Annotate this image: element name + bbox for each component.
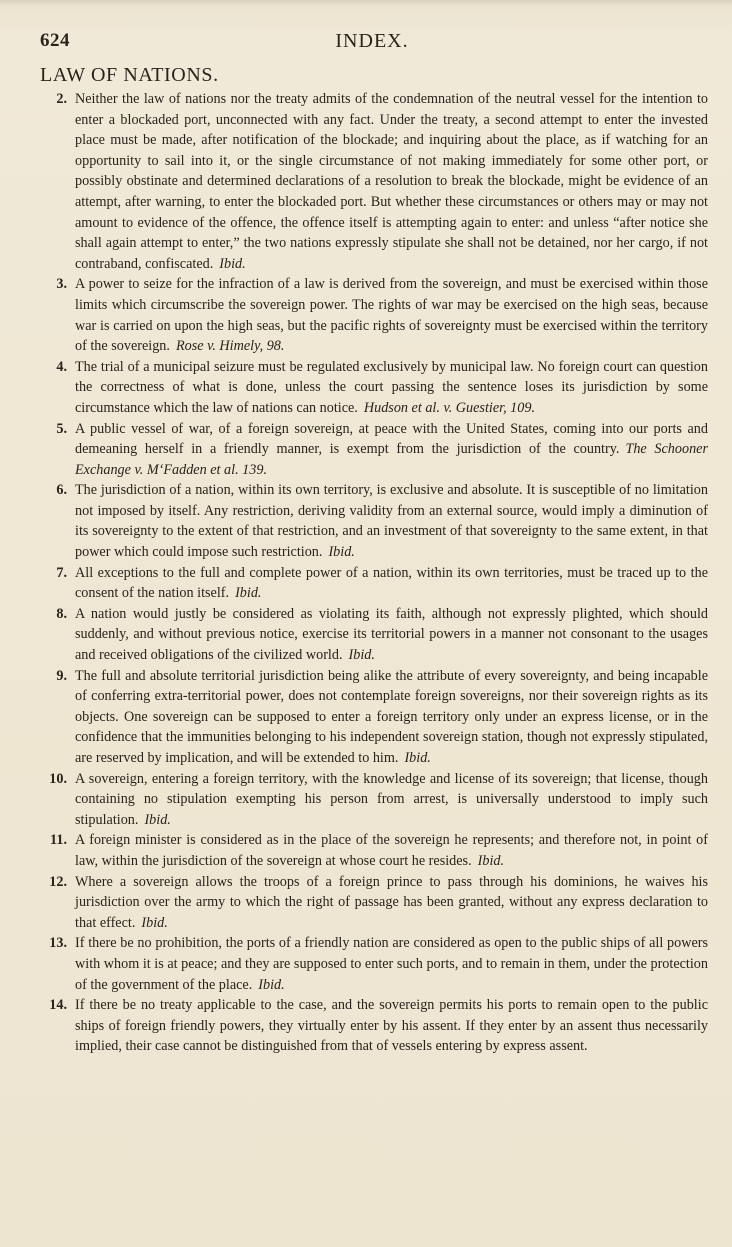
- entry-number: 7.: [56, 564, 67, 581]
- index-entry: [30, 274, 708, 356]
- entry-citation: Ibid.: [258, 976, 285, 993]
- index-entry: [30, 604, 708, 666]
- entry-text: A power to seize for the infraction of a law is derived from the sovereign, and must be exercised within those limits which circumscribe the sovereign power. The rights of war may be exercised on the high seas, because war is carried on upon the high seas, but the pacific rights of sovereignty must be exercised within the territory of the sovereign.: [75, 276, 708, 355]
- entry-text: The trial of a municipal seizure must be regulated exclusively by municipal law. No foreign court can question the correctness of what is done, unless the court passing the sentence loses its jurisdiction by some circumstance which the law of nations can notice.: [75, 358, 708, 416]
- entry-number: 13.: [49, 935, 67, 952]
- entry-text: If there be no treaty applicable to the case, and the sovereign permits his ports to remain open to the public ships of foreign friendly powers, they virtually enter by his assent. If they enter by an assent thus necessarily implied, their case cannot be distinguished from that of vessels entering by express assent.: [75, 997, 708, 1055]
- index-entry: [30, 563, 708, 604]
- entry-citation: Ibid.: [235, 585, 262, 602]
- entry-text: The jurisdiction of a nation, within its own territory, is exclusive and absolute. It is susceptible of no limitation not imposed by itself. Any restriction, deriving validity from an external source, would imply a diminution of its sovereignty to the extent of that restriction, and an investment of that sovereignty to the same extent, in that power which could impose such restriction.: [75, 482, 708, 561]
- index-entry: [30, 995, 708, 1057]
- entry-number: 11.: [50, 832, 67, 849]
- index-entry: [30, 933, 708, 995]
- entry-citation: Ibid.: [219, 255, 246, 272]
- entry-text: Neither the law of nations nor the treaty admits of the condemnation of the neutral vessel for the intention to enter a blockaded port, unconnected with any fact. Under the treaty, a second attempt to enter the invested place must be made, after notification of the blockade; and inquiring about the place, as if watching for an opportunity to sail into it, or the single circumstance of not making immediately for some other port, or possibly obstinate and determined declarations of a resolution to break the blockade, might be evidence of an attempt, after warning, to enter the blockaded port. But whether these circumstances or others may or may not amount to evidence of the offence, the offence itself is attempting again to enter: and unless “after notice she shall again attempt to enter,” the two nations expressly stipulate she shall not be detained, nor her cargo, if not contraband, confiscated.: [75, 91, 708, 272]
- index-entry: [30, 830, 708, 871]
- entry-text: A sovereign, entering a foreign territory, with the knowledge and license of its sovereign; that license, though containing no stipulation exempting his person from arrest, is universally understood to imply such stipulation.: [75, 770, 708, 828]
- index-entry: [30, 769, 708, 831]
- index-entry: [30, 419, 708, 481]
- index-entry: [30, 666, 708, 769]
- entry-citation: Rose v. Himely, 98.: [175, 338, 285, 355]
- page-number: 624: [40, 30, 70, 51]
- index-entry: [30, 872, 708, 934]
- entry-number: 3.: [56, 276, 67, 293]
- index-entry: [30, 480, 708, 562]
- entry-text: Where a sovereign allows the troops of a foreign prince to pass through his dominions, he waives his jurisdiction over the army to which the right of passage has been granted, without any express declaration to that effect.: [75, 873, 708, 931]
- entry-citation: Ibid.: [477, 852, 505, 869]
- entry-citation: The Schooner Exchange v. M‘Fadden et al. 139.: [75, 441, 708, 478]
- index-entry: [30, 357, 708, 419]
- index-entries: [30, 89, 708, 1057]
- entry-number: 6.: [56, 482, 67, 499]
- entry-number: 14.: [49, 997, 67, 1014]
- running-head: [0, 30, 732, 54]
- entry-citation: Ibid.: [404, 750, 431, 766]
- entry-citation: Ibid.: [328, 544, 355, 561]
- running-title: INDEX.: [335, 30, 409, 52]
- section-heading: LAW OF NATIONS.: [40, 64, 219, 86]
- entry-citation: Hudson et al. v. Guestier, 109.: [363, 399, 536, 416]
- entry-citation: Ibid.: [144, 811, 171, 828]
- entry-text: A nation would justly be considered as violating its faith, although not expressly plighted, which should suddenly, and without previous notice, exercise its territorial powers in a manner not consonant to the usages and received obligations of the civilized world.: [75, 605, 708, 664]
- entry-number: 12.: [49, 873, 67, 890]
- index-entry: [30, 89, 708, 274]
- entry-number: 9.: [56, 667, 67, 684]
- entry-number: 5.: [56, 420, 67, 437]
- entry-number: 2.: [56, 91, 67, 107]
- entry-text: A public vessel of war, of a foreign sovereign, at peace with the United States, coming into our ports and demeaning herself in a friendly manner, is exempt from the jurisdiction of the country.: [75, 420, 708, 458]
- entry-text: The full and absolute territorial jurisdiction being alike the attribute of every sovereignty, and being incapable of conferring extra-territorial power, does not contemplate foreign sovereigns, nor their sovereign rights as its objects. One sovereign can be supposed to enter a foreign territory only under an express license, or in the confidence that the immunities belonging to his independent sovereign station, though not expressly stipulated, are reserved by implication, and will be extended to him.: [75, 667, 708, 766]
- entry-number: 4.: [56, 358, 67, 375]
- entry-citation: Ibid.: [348, 647, 375, 664]
- entry-number: 10.: [49, 770, 67, 787]
- entry-text: If there be no prohibition, the ports of a friendly nation are considered as open to the public ships of all powers with whom it is at peace; and they are supposed to enter such ports, and to remain in them, under the protection of the government of the place.: [75, 935, 708, 993]
- entry-citation: Ibid.: [141, 914, 168, 931]
- entry-text: All exceptions to the full and complete power of a nation, within its own territories, must be traced up to the consent of the nation itself.: [75, 564, 708, 602]
- entry-number: 8.: [56, 605, 67, 622]
- entry-text: A foreign minister is considered as in the place of the sovereign he represents; and therefore not, in point of law, within the jurisdiction of the sovereign at whose court he resides.: [75, 832, 708, 869]
